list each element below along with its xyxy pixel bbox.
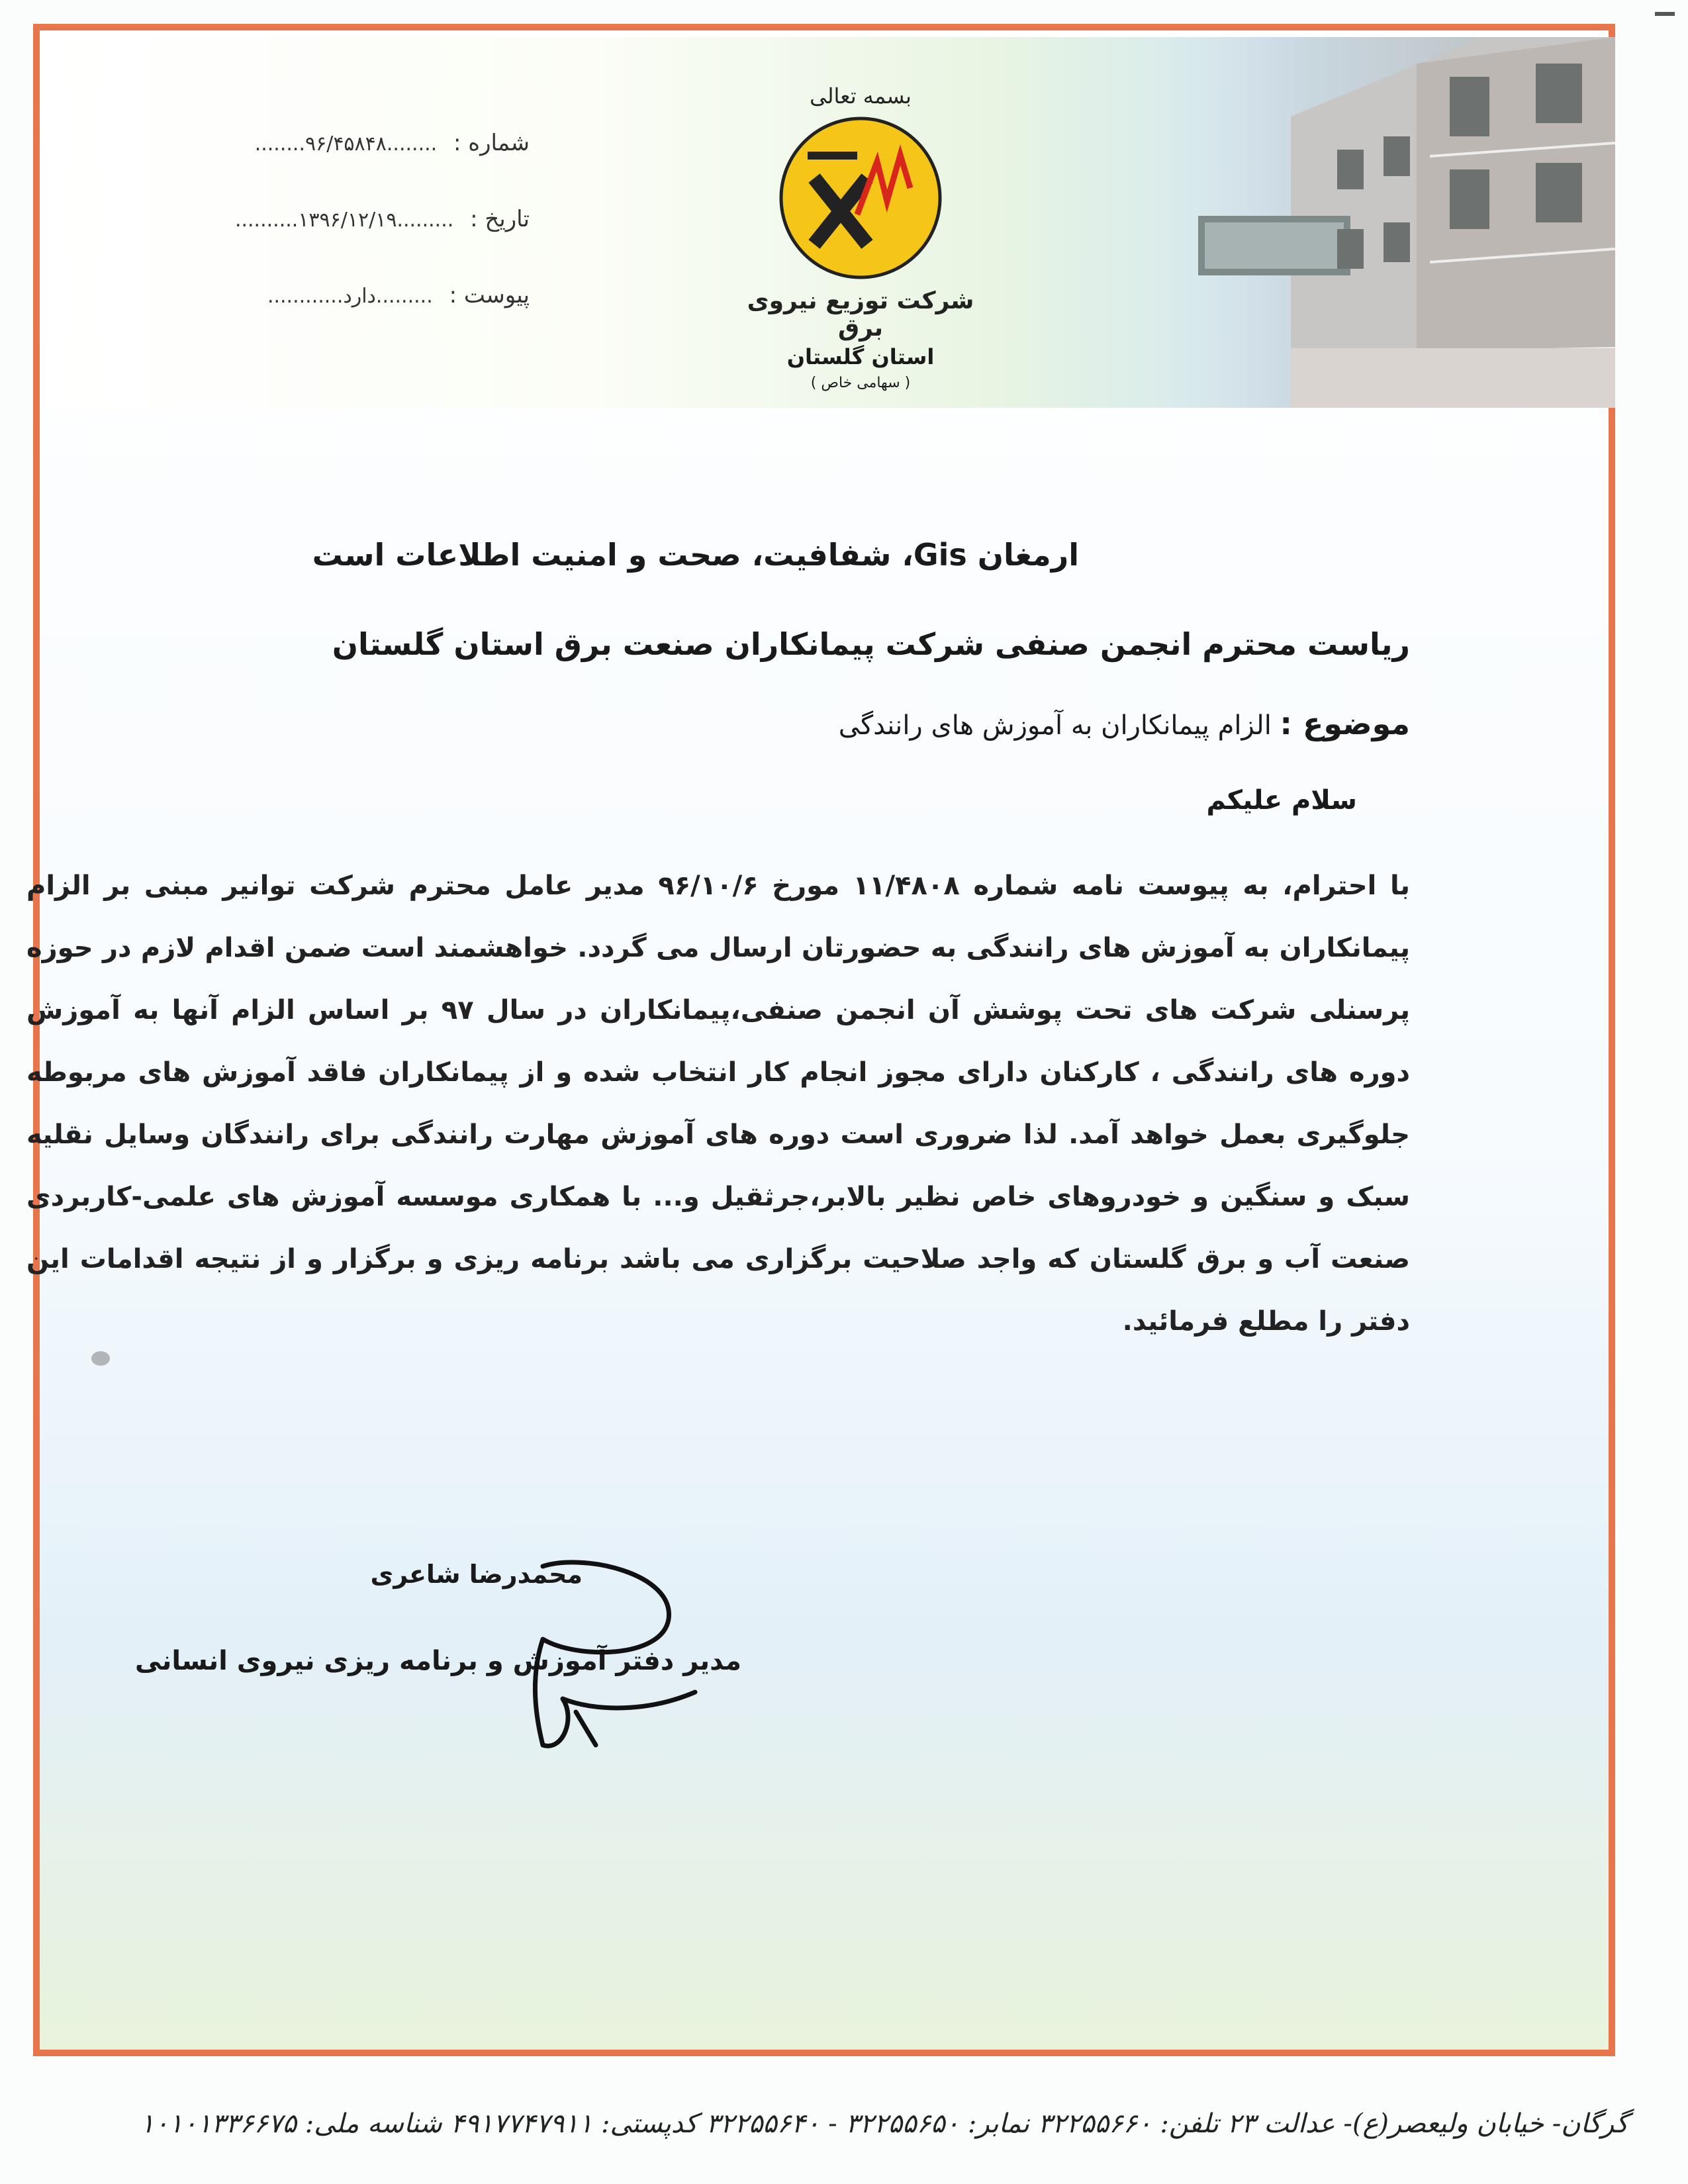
slogan: ارمغان Gis، شفافیت، صحت و امنیت اطلاعات است	[312, 537, 1079, 573]
scan-edge-mark	[1655, 12, 1675, 16]
recipient: ریاست محترم انجمن صنفی شرکت پیمانکاران صنعت برق استان گلستان	[332, 626, 1410, 662]
building-photo	[1139, 37, 1615, 408]
signer-name: محمدرضا شاعری	[370, 1560, 583, 1589]
footer-address: گرگان- خیابان ولیعصر(ع)- عدالت ۲۳ تلفن: ۳۲۲۵۵۶۶۰ نمابر: ۳۲۲۵۵۶۵۰ - ۳۲۲۵۵۶۴۰ کدپستی: ۴۹۱۷۷۴۷۹۱۱ شناسه ملی: ۱۰۱۰۱۳۳۶۶۷۵	[140, 2109, 1628, 2139]
letter-body: با احترام، به پیوست نامه شماره ۱۱/۴۸۰۸ مورخ ۹۶/۱۰/۶ مدیر عامل محترم شرکت توانیر مبنی بر الزام پیمانکاران به آموزش های رانندگی به حضورتان ارسال می گردد. خواهشمند است ضمن اقدام لازم در حوزه پرسنلی شرکت های تحت پوشش آن انجمن صنفی،پیمانکاران در سال ۹۷ بر اساس الزام آنها به آموزش دوره های رانندگی ، کارکنان دارای مجوز انجام کار انتخاب شده و از پیمانکاران فاقد آموزش های مربوطه جلوگیری بعمل خواهد آمد. لذا ضروری است دوره های آموزش مهارت رانندگی برای رانندگان وسایل نقلیه سبک و سنگین و خودروهای خاص نظیر بالابر،جرثقیل و... با همکاری موسسه آموزش های علمی-کاربردی صنعت آب و برق گلستان که واجد صلاحیت برگزاری می باشد برنامه ریزی و برگزار و از نتیجه اقدامات این دفتر را مطلع فرمائید.	[26, 871, 1410, 1337]
company-logo-block	[728, 83, 993, 391]
date-label: تاریخ :	[470, 206, 530, 232]
date-field	[235, 206, 530, 232]
subject-label: موضوع :	[1280, 706, 1410, 741]
number-label: شماره :	[453, 130, 530, 156]
scan-stain	[91, 1351, 110, 1366]
company-logo-icon	[778, 115, 943, 281]
letterhead-frame	[26, 24, 1615, 2056]
company-name: شرکت توزیع نیروی برق	[747, 287, 974, 342]
bismillah: بسمه تعالی	[810, 83, 912, 109]
attachment-value: .........دارد............	[267, 285, 433, 308]
attachment-field	[267, 282, 530, 309]
attachment-label: پیوست :	[449, 282, 530, 309]
signer-title: مدیر دفتر آموزش و برنامه ریزی نیروی انسانی	[134, 1646, 741, 1676]
date-value: .........۱۳۹۶/۱۲/۱۹..........	[234, 209, 454, 232]
number-value: ........۹۶/۴۵۸۴۸........	[254, 132, 438, 156]
greeting: سلام علیکم	[1206, 785, 1357, 816]
subject-text: الزام پیمانکاران به آموزش های رانندگی	[838, 710, 1272, 741]
company-province: استان گلستان	[786, 344, 935, 369]
handwritten-signature	[503, 1546, 741, 1785]
company-type: ( سهامی خاص )	[810, 375, 911, 391]
number-field	[255, 130, 530, 156]
subject-line	[839, 706, 1410, 741]
